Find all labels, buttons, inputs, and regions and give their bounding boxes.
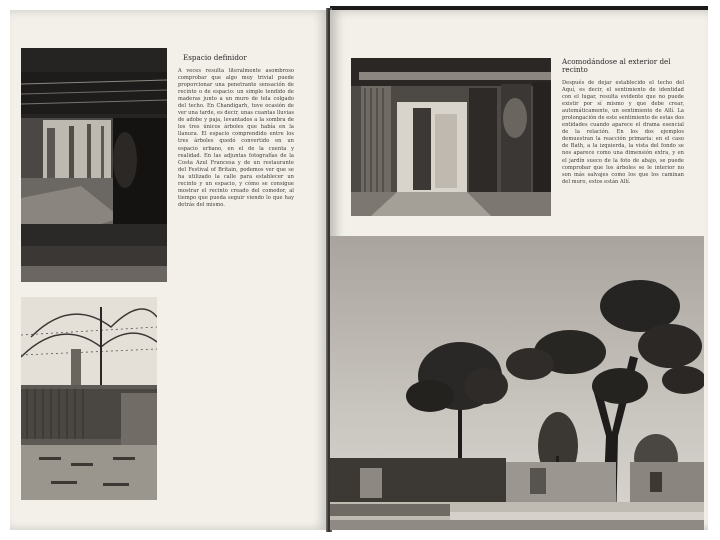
right-section-body: Después de dejar establecido el techo del Aquí, es decir, el sentimiento de identidad con el lugar, resulta evidente que no puede existir por sí mismo y que debe crear, automáticamente, un sentimiento de Allí. La prolongación de este sentimiento de estas dos entidades cuando aparece el drama esencial de la relación. En los dos ejemplos demuestran la reacción primaria: en el caso de Bath, a la izquierda, la vista del fondo se nos aparece como una dimensión extra, y en el jardín sueco de la foto de abajo, se puede comprobar que los árboles se le interior no son más salvajes como los que los caminan del muro, estos están Allí. xyxy=(562,80,684,185)
festival-restaurant-photo xyxy=(21,297,157,500)
swedish-garden-photo xyxy=(330,236,704,530)
left-section-body: A veces resulta literalmente asombroso comprobar que algo muy trivial puede proporcionar una penetrante sensación de recinto o de espacio: un simple tendido de maderas junto a un muro de tela colgado del techo. En Chandigarh, tuve ocasión de ver una tarde, es decir, unas cuantas lluvias de adobe y paja, levantados a la sombra de los tres únicos árboles que había en la llanura. El espacio comprendido entre los tres árboles quedó convertido en un espacio urbano, en el de la cuenta y realidad. En las adjuntas fotografías de la Costa Azul Francesa y de un restaurante del Festival of Britain, podemos ver que se ha utilizado la calle para establecer un recinto y un espacio, y cómo se consigue mostrar el recinto creado del comedor, al tiempo que pueda seguir viendo lo que hay detrás del mismo. xyxy=(178,68,294,208)
right-section-heading: Acomodándose al exterior del recinto xyxy=(562,57,671,74)
left-page xyxy=(10,10,328,530)
left-section-heading: Espacio definidor xyxy=(183,53,247,62)
bath-passage-photo xyxy=(351,58,551,216)
terrace-photo xyxy=(21,48,167,282)
right-page xyxy=(330,10,708,530)
